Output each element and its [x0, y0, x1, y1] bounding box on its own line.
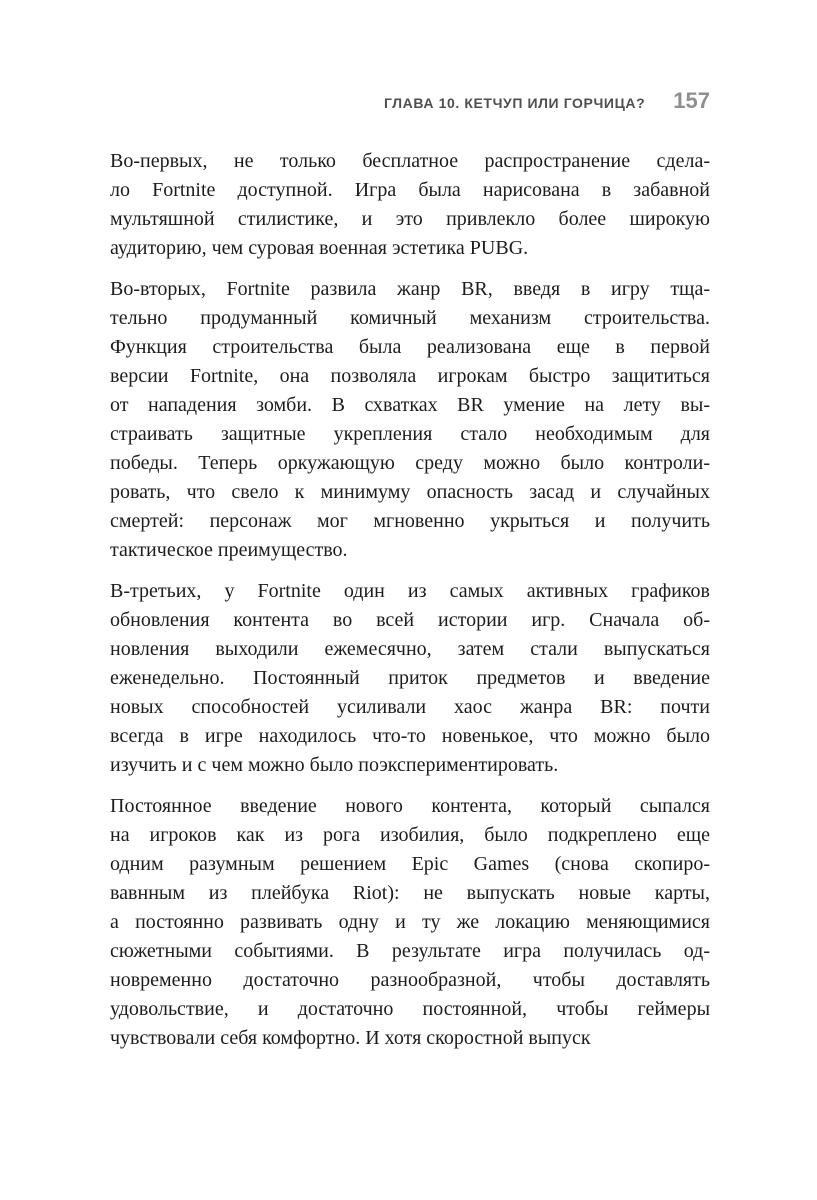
- text-line: В-третьих, у Fortnite один из самых активных графиков: [110, 580, 710, 602]
- text-line: новления выходили ежемесячно, затем стали выпускаться: [110, 638, 710, 660]
- text-line: аудиторию, чем суровая военная эстетика PUBG.: [110, 237, 529, 259]
- text-line: новых способностей усиливали хаос жанра BR: почти: [110, 696, 710, 718]
- paragraph: [110, 792, 710, 1053]
- text-line: новременно достаточно разнообразной, чтобы доставлять: [110, 969, 710, 991]
- text-line: на игроков как из рога изобилия, было подкреплено еще: [110, 824, 710, 846]
- text-line: Во-вторых, Fortnite развила жанр BR, введя в игру тща-: [110, 278, 710, 300]
- text-line: мультяшной стилистике, и это привлекло более широкую: [110, 208, 710, 230]
- text-line: удовольствие, и достаточно постоянной, чтобы геймеры: [110, 998, 710, 1020]
- text-line: чувствовали себя комфортно. И хотя скоростной выпуск: [110, 1027, 591, 1049]
- text-line: а постоянно развивать одну и ту же локацию меняющимися: [110, 911, 710, 933]
- text-line: версии Fortnite, она позволяла игрокам быстро защититься: [110, 365, 710, 387]
- text-line: вавнным из плейбука Riot): не выпускать новые карты,: [110, 882, 710, 904]
- text-line: изучить и с чем можно было поэкспериментировать.: [110, 754, 559, 776]
- paragraph: [110, 147, 710, 263]
- text-line: Во-первых, не только бесплатное распространение сдела-: [110, 150, 710, 172]
- text-line: от нападения зомби. В схватках BR умение на лету вы-: [110, 394, 710, 416]
- chapter-title: ГЛАВА 10. КЕТЧУП ИЛИ ГОРЧИЦА?: [384, 95, 646, 111]
- text-line: ровать, что свело к минимуму опасность засад и случайных: [110, 481, 710, 503]
- page-number: 157: [673, 88, 710, 113]
- text-line: Функция строительства была реализована еще в первой: [110, 336, 710, 358]
- text-line: тактическое преимущество.: [110, 539, 348, 561]
- text-line: еженедельно. Постоянный приток предметов и введение: [110, 667, 710, 689]
- paragraph: [110, 275, 710, 565]
- text-line: тельно продуманный комичный механизм строительства.: [110, 307, 710, 329]
- text-line: сюжетными событиями. В результате игра получилась од-: [110, 940, 710, 962]
- text-line: обновления контента во всей истории игр. Сначала об-: [110, 609, 710, 631]
- text-line: страивать защитные укрепления стало необходимым для: [110, 423, 710, 445]
- text-line: смертей: персонаж мог мгновенно укрыться и получить: [110, 510, 710, 532]
- paragraph: [110, 577, 710, 780]
- running-header: [110, 88, 710, 114]
- book-page: [110, 88, 710, 1053]
- text-line: одним разумным решением Epic Games (снова скопиро-: [110, 853, 710, 875]
- body-text: [110, 147, 710, 1053]
- text-line: победы. Теперь оркужающую среду можно было контроли-: [110, 452, 710, 474]
- text-line: Постоянное введение нового контента, который сыпался: [110, 795, 710, 817]
- text-line: ло Fortnite доступной. Игра была нарисована в забавной: [110, 179, 710, 201]
- text-line: всегда в игре находилось что-то новенькое, что можно было: [110, 725, 710, 747]
